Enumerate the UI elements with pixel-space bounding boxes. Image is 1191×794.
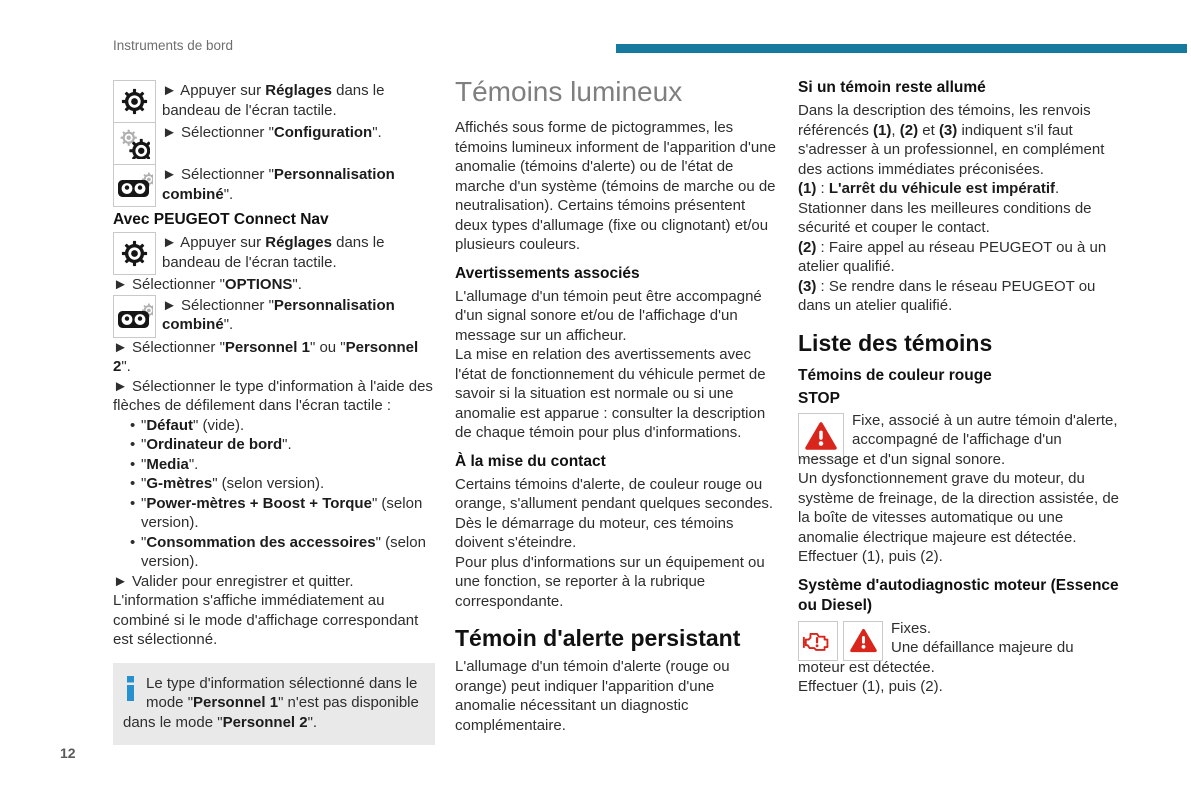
- section-title: Liste des témoins: [798, 329, 993, 356]
- header-accent-bar: [616, 44, 1187, 53]
- instrument-cluster-gear-icon: [113, 164, 156, 207]
- option-item: • "Défaut" (vide).: [130, 416, 435, 436]
- info-icon: [126, 676, 135, 707]
- option-item: • "Ordinateur de bord".: [130, 435, 435, 455]
- paragraph: Pour plus d'informations sur un équipement ou une fonction, se reporter à la rubrique correspondante.: [455, 553, 765, 610]
- column-middle: [455, 75, 777, 735]
- instruction-step: [113, 80, 435, 123]
- reference-line: (3) : Se rendre dans le réseau PEUGEOT ou dans un atelier qualifié.: [798, 277, 1096, 314]
- section-title: Témoins lumineux: [455, 76, 683, 107]
- paragraph: Affichés sous forme de pictogrammes, les témoins lumineux informent de l'apparition d'une anomalie (témoins d'alerte) ou de l'état de marche d'un système (témoins de marche ou de neutralisation). Certains témoins présentent deux types d'allumage (fixe ou clignotant) et/ou plusieurs couleurs.: [455, 119, 776, 253]
- page-number: 12: [60, 745, 76, 761]
- option-item: • "Media".: [130, 455, 435, 475]
- instruction-text: ► Appuyer sur Réglages dans le bandeau de l'écran tactile.: [162, 82, 385, 119]
- instruction-line: ► Sélectionner "OPTIONS".: [113, 276, 302, 293]
- check-engine-icon: [798, 621, 838, 661]
- option-item: • "Consommation des accessoires" (selon version).: [130, 533, 435, 572]
- paragraph: Certains témoins d'alerte, de couleur rouge ou orange, s'allument pendant quelques secondes. Dès le démarrage du moteur, ces témoins doivent s'éteindre.: [455, 475, 774, 551]
- instruction-text: ► Sélectionner "Personnalisation combiné".: [162, 296, 395, 333]
- note-text: Le type d'information sélectionné dans le mode "Personnel 1" n'est pas disponible dans le mode "Personnel 2".: [123, 674, 419, 731]
- reference-detail: Stationner dans les meilleures conditions de sécurité et couper le contact.: [798, 199, 1092, 236]
- display-options-list: [113, 416, 435, 572]
- subsection-title: À la mise du contact: [455, 452, 606, 470]
- warning-detail: Un dysfonctionnement grave du moteur, du système de freinage, de la direction assistée, de la boîte de vitesses automatique ou une anomalie électrique majeure est détectée.: [798, 470, 1120, 546]
- gear-icon: [113, 80, 156, 123]
- warning-name: Système d'autodiagnostic moteur (Essence ou Diesel): [798, 576, 1119, 614]
- option-item: • "G-mètres" (selon version).: [130, 474, 435, 494]
- instruction-step: [113, 164, 435, 207]
- connect-nav-title: Avec PEUGEOT Connect Nav: [113, 211, 329, 228]
- double-gear-icon: [113, 122, 156, 165]
- reference-line: (1) : L'arrêt du véhicule est impératif.: [798, 180, 1060, 197]
- column-right: [798, 78, 1120, 697]
- warning-action: Effectuer (1), puis (2).: [798, 548, 943, 565]
- instruction-step: [113, 122, 435, 165]
- instruction-step: [113, 232, 435, 275]
- warning-state: Fixes.: [891, 619, 932, 637]
- warning-triangle-icon: [843, 621, 883, 661]
- section-title: Témoin d'alerte persistant: [455, 625, 741, 651]
- instruction-step: [113, 295, 435, 338]
- option-item: • "Power-mètres + Boost + Torque" (selon version).: [130, 494, 435, 533]
- paragraph: La mise en relation des avertissements avec l'état de fonctionnement du véhicule permet de savoir si la situation est normale ou si une anomalie est apparue : consulter la description de chaque témoin pour plus d'informations.: [455, 346, 766, 441]
- instruction-text: ► Sélectionner "Personnalisation combiné".: [162, 166, 395, 203]
- warning-name: STOP: [798, 389, 840, 407]
- instruction-line: ► Sélectionner le type d'information à l'aide des flèches de défilement dans l'écran tactile :: [113, 377, 433, 414]
- gear-icon: [113, 232, 156, 275]
- warning-action: Effectuer (1), puis (2).: [798, 678, 943, 695]
- warning-block: [798, 619, 1120, 678]
- instruction-text: ► Sélectionner "Configuration".: [162, 124, 382, 141]
- closing-paragraph: L'information s'affiche immédiatement au combiné si le mode d'affichage correspondant est sélectionné.: [113, 592, 419, 648]
- note-box: [113, 663, 435, 746]
- paragraph: L'allumage d'un témoin peut être accompagné d'un signal sonore et/ou de l'affichage d'un message sur un afficheur.: [455, 287, 762, 344]
- warning-description: Une défaillance majeure du moteur est détectée.: [798, 639, 1074, 676]
- instrument-cluster-gear-icon: [113, 295, 156, 338]
- warning-block: [798, 411, 1120, 470]
- paragraph: Dans la description des témoins, les renvois référencés (1), (2) et (3) indiquent s'il faut s'adresser à un professionnel, en complément des actions immédiates préconisées.: [798, 102, 1105, 178]
- subsection-title: Avertissements associés: [455, 264, 640, 282]
- page-header: Instruments de bord: [113, 38, 234, 53]
- instruction-line: ► Sélectionner "Personnel 1" ou "Personnel 2".: [113, 338, 419, 375]
- paragraph: L'allumage d'un témoin d'alerte (rouge ou orange) peut indiquer l'apparition d'une anomalie nécessitant un diagnostic complémentaire.: [455, 658, 730, 734]
- warning-description: Fixe, associé à un autre témoin d'alerte, accompagné de l'affichage d'un message et d'un signal sonore.: [798, 411, 1118, 468]
- column-left: [113, 80, 435, 745]
- reference-line: (2) : Faire appel au réseau PEUGEOT ou à un atelier qualifié.: [798, 238, 1107, 275]
- instruction-text: ► Appuyer sur Réglages dans le bandeau de l'écran tactile.: [162, 234, 385, 271]
- subsection-title: Si un témoin reste allumé: [798, 79, 986, 96]
- subsection-title: Témoins de couleur rouge: [798, 366, 992, 384]
- instruction-line: ► Valider pour enregistrer et quitter.: [113, 572, 354, 590]
